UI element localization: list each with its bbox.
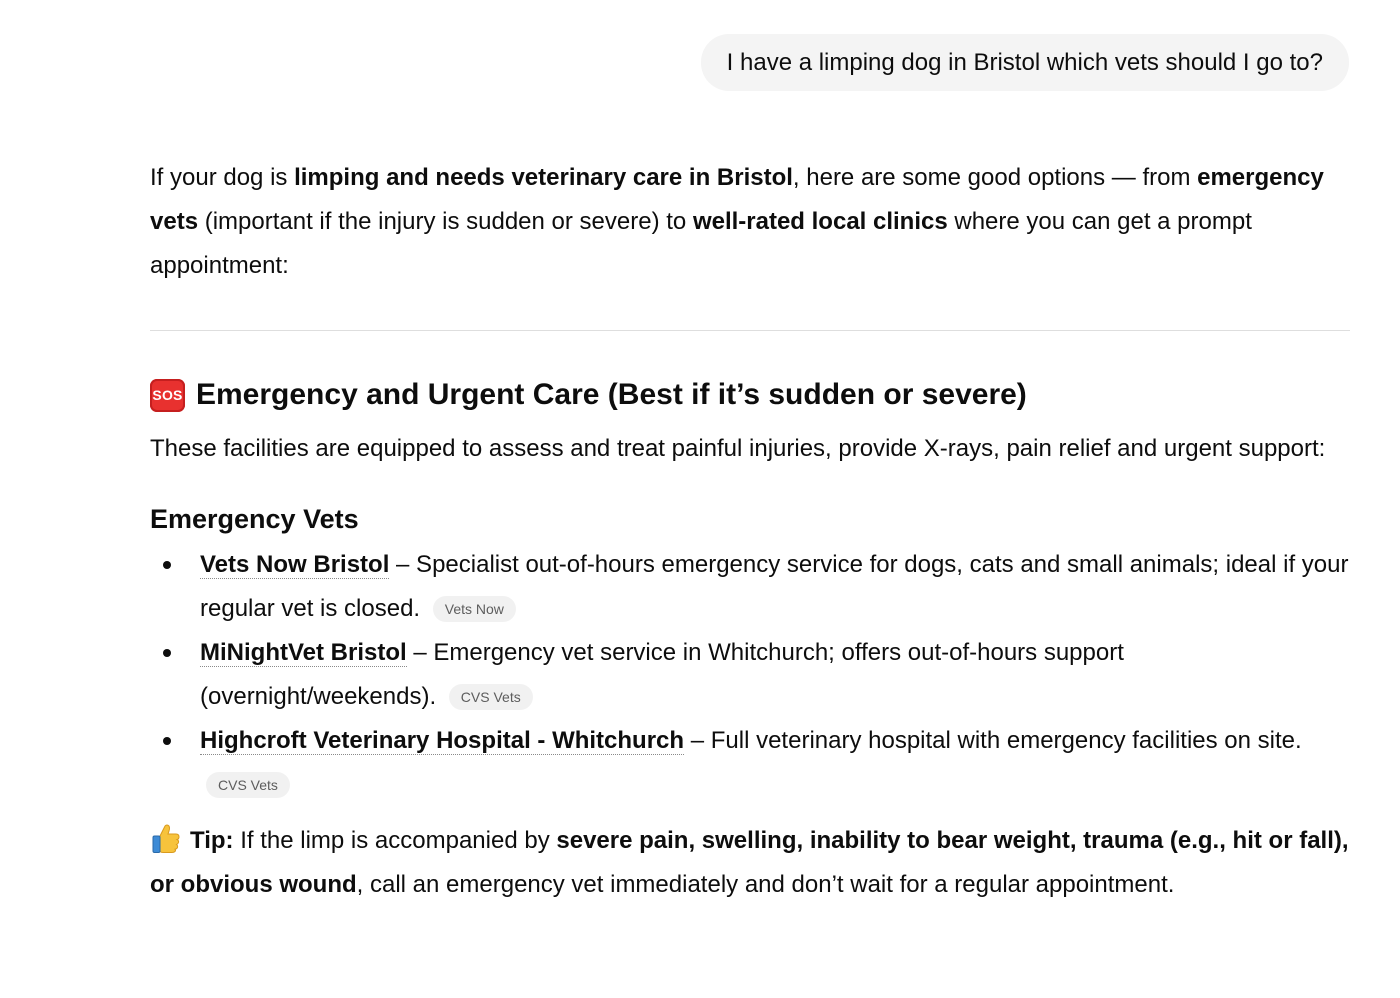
vet-list bbox=[150, 543, 1350, 807]
list-item bbox=[150, 719, 1350, 807]
intro-bold-text: well-rated local clinics bbox=[692, 208, 948, 235]
sos-icon: SOS bbox=[150, 379, 185, 412]
tip-text: If the limp is accompanied by bbox=[233, 827, 557, 854]
intro-bold-text: limping and needs veterinary care in Bristol bbox=[294, 164, 793, 191]
vet-description: – Full veterinary hospital with emergency facilities on site. bbox=[684, 727, 1302, 754]
tip-label: Tip: bbox=[190, 827, 234, 854]
thumbs-up-icon bbox=[150, 822, 182, 854]
intro-paragraph bbox=[150, 156, 1350, 288]
assistant-response bbox=[150, 156, 1350, 907]
vet-link-vets-now-bristol[interactable]: Vets Now Bristol bbox=[200, 551, 390, 578]
subheading-emergency-vets: Emergency Vets bbox=[150, 504, 359, 534]
vet-description: – Emergency vet service in Whitchurch; offers out-of-hours support (overnight/weekends). bbox=[200, 639, 1124, 710]
intro-text: (important if the injury is sudden or severe) to bbox=[198, 208, 693, 235]
section-description: These facilities are equipped to assess and treat painful injuries, provide X-rays, pain relief and urgent support: bbox=[150, 435, 1326, 462]
vet-link-highcroft-veterinary-hospital[interactable]: Highcroft Veterinary Hospital - Whitchurch bbox=[200, 727, 685, 754]
intro-text: If your dog is bbox=[150, 164, 295, 191]
section-heading-text: Emergency and Urgent Care (Best if it’s sudden or severe) bbox=[196, 378, 1027, 411]
intro-text: , here are some good options — from bbox=[792, 164, 1198, 191]
source-chip[interactable]: CVS Vets bbox=[206, 772, 290, 798]
section-heading bbox=[150, 375, 1350, 415]
tip-text: , call an emergency vet immediately and don’t wait for a regular appointment. bbox=[356, 871, 1175, 898]
tip-paragraph bbox=[150, 819, 1350, 907]
list-item bbox=[150, 543, 1350, 631]
vet-link-minightvet-bristol[interactable]: MiNightVet Bristol bbox=[200, 639, 407, 666]
bullet-icon bbox=[163, 737, 171, 745]
list-item bbox=[150, 631, 1350, 719]
intro-text: where you can get a prompt appointment: bbox=[150, 208, 1252, 279]
bullet-icon bbox=[163, 649, 171, 657]
source-chip[interactable]: CVS Vets bbox=[449, 684, 533, 710]
tip-bold-text: severe pain, swelling, inability to bear weight, trauma (e.g., hit or fall), or obvious wound bbox=[150, 827, 1349, 898]
source-chip[interactable]: Vets Now bbox=[433, 596, 516, 622]
vet-description: – Specialist out-of-hours emergency service for dogs, cats and small animals; ideal if your regular vet is closed. bbox=[200, 551, 1349, 622]
section-divider bbox=[150, 330, 1350, 331]
user-message-bubble: I have a limping dog in Bristol which vets should I go to? bbox=[701, 34, 1349, 91]
intro-bold-text: emergency vets bbox=[150, 164, 1324, 235]
bullet-icon bbox=[163, 561, 171, 569]
